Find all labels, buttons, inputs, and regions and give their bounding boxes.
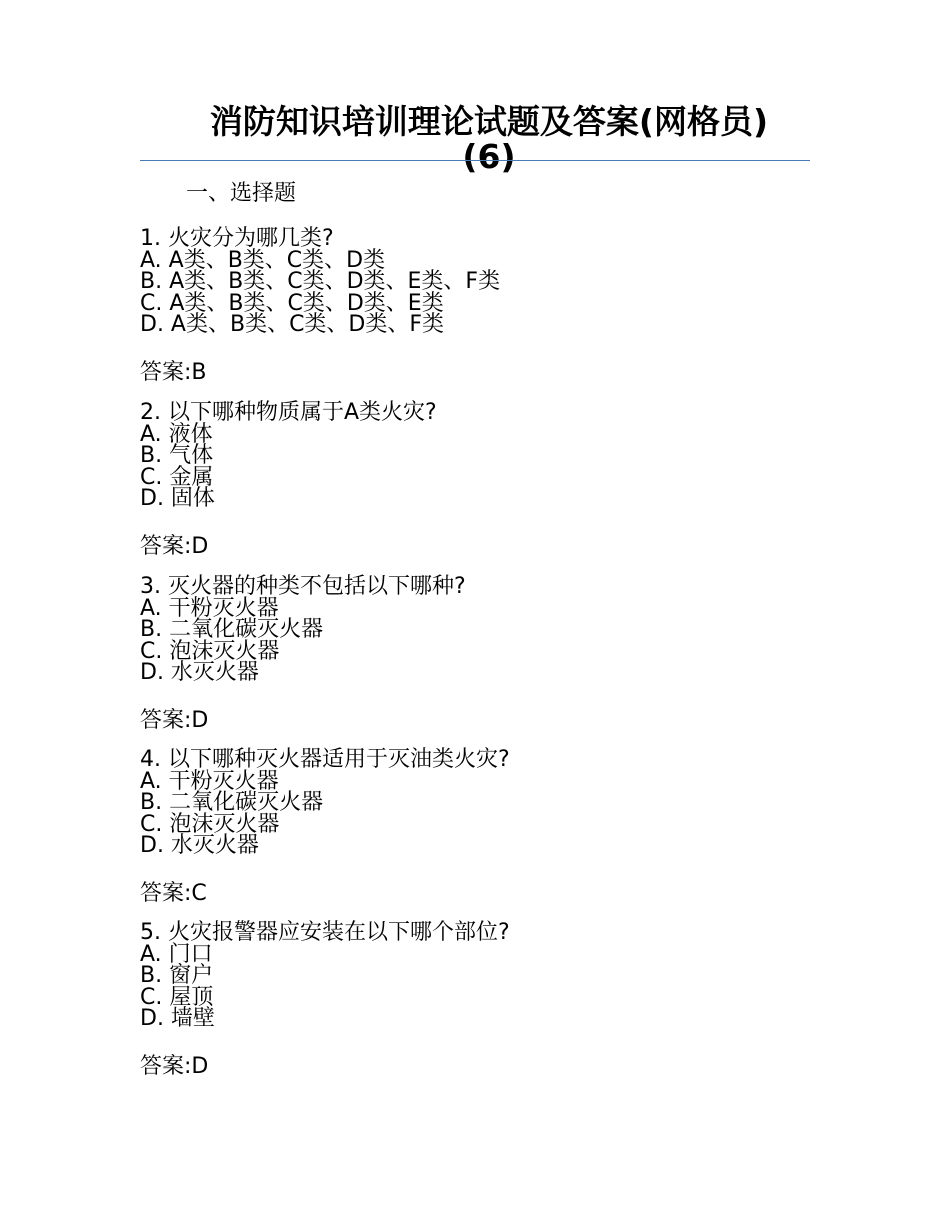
question-block-1 (140, 228, 500, 386)
option-a: A. 干粉灭火器 (140, 768, 279, 794)
option-b: B. A类、B类、C类、D类、E类、F类 (140, 269, 501, 294)
option-a: A. 门口 (140, 941, 213, 967)
option-b: B. 二氧化碳灭火器 (140, 790, 324, 815)
section-heading: 一、选择题 (186, 181, 297, 206)
option-d: D. 墙壁 (140, 1006, 215, 1031)
question-text: 1. 火灾分为哪几类? (140, 226, 334, 251)
question-text: 2. 以下哪种物质属于A类火灾? (140, 400, 437, 425)
option-a: A. 干粉灭火器 (140, 595, 279, 621)
answer-text: 答案:D (140, 707, 209, 733)
question-text: 4. 以下哪种灭火器适用于灭油类火灾? (140, 747, 510, 772)
answer-text: 答案:D (140, 1053, 209, 1079)
option-d: D. 水灭火器 (140, 833, 259, 858)
option-d: D. 水灭火器 (140, 660, 259, 685)
option-b: B. 窗户 (140, 963, 214, 988)
title-underline (140, 160, 810, 161)
document-title (140, 104, 810, 174)
question-block-4 (140, 749, 510, 907)
option-c: C. 泡沫灭火器 (140, 638, 280, 664)
option-c: C. 泡沫灭火器 (140, 811, 280, 837)
option-c: C. 屋顶 (140, 984, 214, 1010)
option-d: D. A类、B类、C类、D类、F类 (140, 312, 445, 337)
title-line-1: 消防知识培训理论试题及答案(网格员) (209, 102, 769, 141)
question-text: 3. 灭火器的种类不包括以下哪种? (140, 574, 466, 599)
option-c: C. 金属 (140, 464, 214, 490)
option-a: A. 液体 (140, 421, 213, 447)
question-block-5 (140, 922, 510, 1080)
question-block-2 (140, 402, 437, 560)
option-c: C. A类、B类、C类、D类、E类 (140, 290, 444, 316)
option-b: B. 气体 (140, 443, 214, 468)
answer-text: 答案:B (140, 359, 207, 385)
option-d: D. 固体 (140, 486, 215, 511)
answer-text: 答案:C (140, 880, 207, 906)
option-b: B. 二氧化碳灭火器 (140, 617, 324, 642)
answer-text: 答案:D (140, 533, 209, 559)
title-line-2: (6) (462, 137, 516, 176)
question-block-3 (140, 576, 466, 734)
question-text: 5. 火灾报警器应安装在以下哪个部位? (140, 920, 510, 945)
option-a: A. A类、B类、C类、D类 (140, 247, 386, 273)
